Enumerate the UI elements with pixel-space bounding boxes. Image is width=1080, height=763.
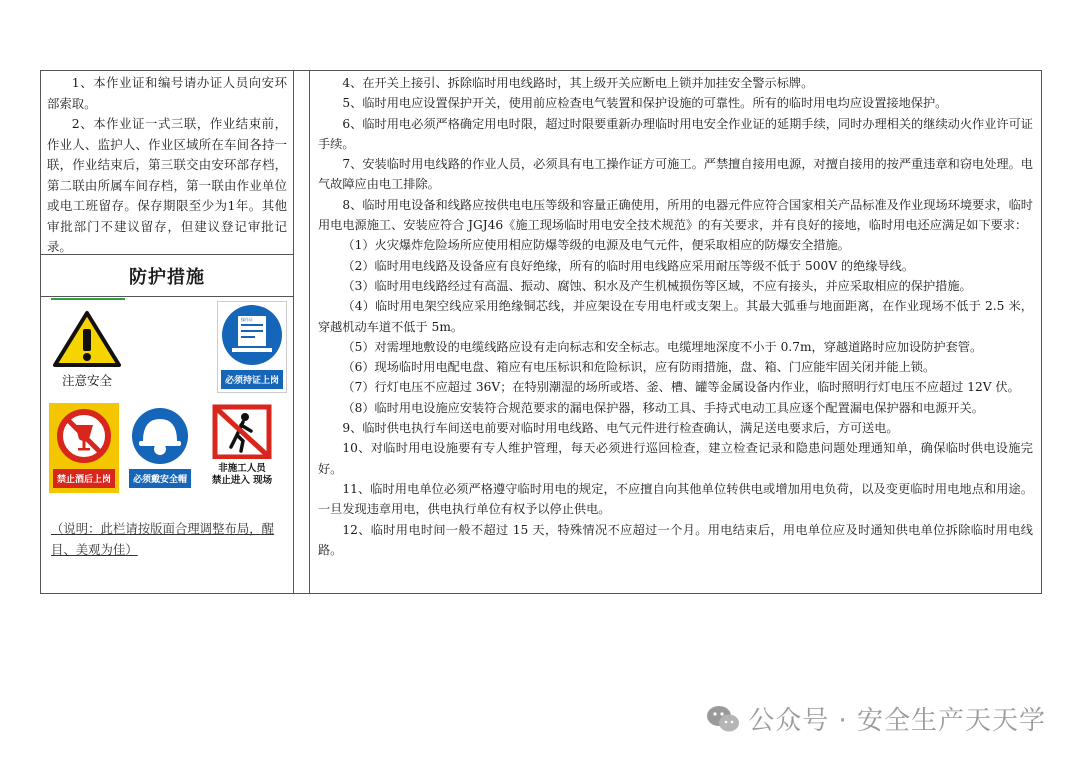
requirement-subitem: （4）临时用电架空线应采用绝缘铜芯线，并应架设在专用电杆或支架上。其最大弧垂与地面距离，在作业现场不低于 2.5 米，穿越机动车道不低于 5m。 bbox=[318, 299, 1033, 334]
notes-cell bbox=[41, 71, 293, 255]
warning-triangle-icon bbox=[49, 307, 125, 369]
watermark-text: 公众号 · 安全生产天天学 bbox=[748, 706, 1046, 736]
requirement-subitem: （6）现场临时用电配电盘、箱应有电压标识和危险标识，应有防雨措施，盘、箱、门应能牢固关闭并能上锁。 bbox=[342, 360, 936, 375]
requirement-subitem: （5）对需埋地敷设的电缆线路应设有走向标志和安全标志。电缆埋地深度不小于 0.7m，穿越道路时应加设防护套管。 bbox=[342, 339, 983, 354]
requirement-item: 8、临时用电设备和线路应按供电电压等级和容量正确使用，所用的电器元件应符合国家相关产品标准及作业现场环境要求，临时用电电源施工、安装应符合 JGJ46《施工现场临时用电安全技术规范》的有关要求，并有良好的接地，临时用电还应满足如下要求： bbox=[318, 197, 1033, 233]
requirement-item: 12、临时用电时间一般不超过 15 天，特殊情况不应超过一个月。用电结束后，用电单位应及时通知供电单位拆除临时用电线路。 bbox=[318, 522, 1033, 557]
layout-note: （说明：此栏请按版面合理调整布局，醒目、美观为佳） bbox=[51, 521, 275, 557]
green-divider bbox=[51, 298, 125, 300]
requirement-item: 9、临时供电执行车间送电前要对临时用电线路、电气元件进行检查确认，满足送电要求后，方可送电。 bbox=[342, 421, 899, 436]
requirement-subitem: （3）临时用电线路经过有高温、振动、腐蚀、积水及产生机械损伤等区域，不应有接头，并应采取相应的保护措施。 bbox=[342, 278, 972, 293]
section-title: 防护措施 bbox=[41, 256, 293, 297]
no-entry-label bbox=[203, 463, 281, 487]
requirement-subitem: （8）临时用电设施应安装符合规范要求的漏电保护器，移动工具、手持式电动工具应逐个配置漏电保护器和电源开关。 bbox=[342, 400, 984, 415]
permit-table bbox=[40, 70, 1042, 594]
certificate-icon bbox=[218, 302, 286, 368]
caution-sign bbox=[49, 307, 125, 391]
requirement-subitem: （2）临时用电线路及设备应有良好绝缘，所有的临时用电线路应采用耐压等级不低于 500V 的绝缘导线。 bbox=[342, 258, 915, 273]
note-paragraph-2: 2、本作业证一式三联，作业结束前，作业人、监护人、作业区域所在车间各持一联，作业结束后，第三联交由安环部存档，第二联由所属车间存档，第一联由作业单位或电工班留存。保存期限至少为1年。其他审批部门不建议留存，但建议登记审批记录。 bbox=[47, 116, 287, 254]
helmet-sign bbox=[127, 403, 193, 493]
helmet-label: 必须戴安全帽 bbox=[129, 469, 191, 488]
requirement-item: 5、临时用电应设置保护开关，使用前应检查电气装置和保护设施的可靠性。所有的临时用电均应设置接地保护。 bbox=[342, 96, 948, 111]
requirement-item: 6、临时用电必须严格确定用电时限，超过时限要重新办理临时用电安全作业证的延期手续，同时办理相关的继续动火作业许可证手续。 bbox=[318, 116, 1033, 151]
requirement-item: 10、对临时用电设施要有专人维护管理，每天必须进行巡回检查，建立检查记录和隐患问题处理通知单，确保临时供电设施完好。 bbox=[318, 441, 1033, 476]
certificate-card-label: 操作证 bbox=[241, 317, 253, 322]
requirement-item: 7、安装临时用电线路的作业人员，必须具有电工操作证方可施工。严禁擅自接用电源，对擅自接用的按严重违章和窃电处理。电气故障应由电工排除。 bbox=[318, 157, 1033, 192]
no-entry-label-line1: 非施工人员 bbox=[218, 463, 266, 474]
no-drinking-icon bbox=[49, 403, 119, 467]
requirement-item: 11、临时用电单位必须严格遵守临时用电的规定，不应擅自向其他单位转供电或增加用电负荷，以及变更临时用电地点和用途。一旦发现违章用电，供电执行单位有权予以停止供电。 bbox=[318, 481, 1033, 517]
no-entry-sign bbox=[203, 403, 281, 493]
wechat-icon bbox=[706, 704, 740, 734]
requirement-subitem: （1）火灾爆炸危险场所应使用相应防爆等级的电源及电气元件，便采取相应的防爆安全措施。 bbox=[342, 238, 850, 253]
no-entry-label-line2: 禁止进入 现场 bbox=[211, 475, 273, 486]
certificate-sign bbox=[217, 301, 287, 393]
note-paragraph-1: 1、本作业证和编号请办证人员向安环部索取。 bbox=[47, 75, 287, 111]
spacer-column bbox=[293, 71, 310, 593]
requirement-item: 4、在开关上接引、拆除临时用电线路时，其上级开关应断电上锁并加挂安全警示标牌。 bbox=[342, 76, 814, 90]
watermark bbox=[706, 700, 1046, 737]
certificate-label: 必须持证上岗 bbox=[221, 370, 283, 389]
no-entry-icon bbox=[203, 403, 281, 459]
requirements-column bbox=[310, 71, 1041, 593]
requirement-subitem: （7）行灯电压不应超过 36V；在特别潮湿的场所或塔、釜、槽、罐等金属设备内作业，临时照明行灯电压不应超过 12V 伏。 bbox=[342, 380, 1020, 395]
helmet-icon bbox=[127, 403, 193, 467]
signs-cell bbox=[41, 297, 293, 593]
no-drinking-sign bbox=[49, 403, 119, 493]
no-drinking-label: 禁止酒后上岗 bbox=[53, 469, 115, 488]
caution-label: 注意安全 bbox=[61, 373, 112, 388]
left-column bbox=[41, 71, 294, 593]
